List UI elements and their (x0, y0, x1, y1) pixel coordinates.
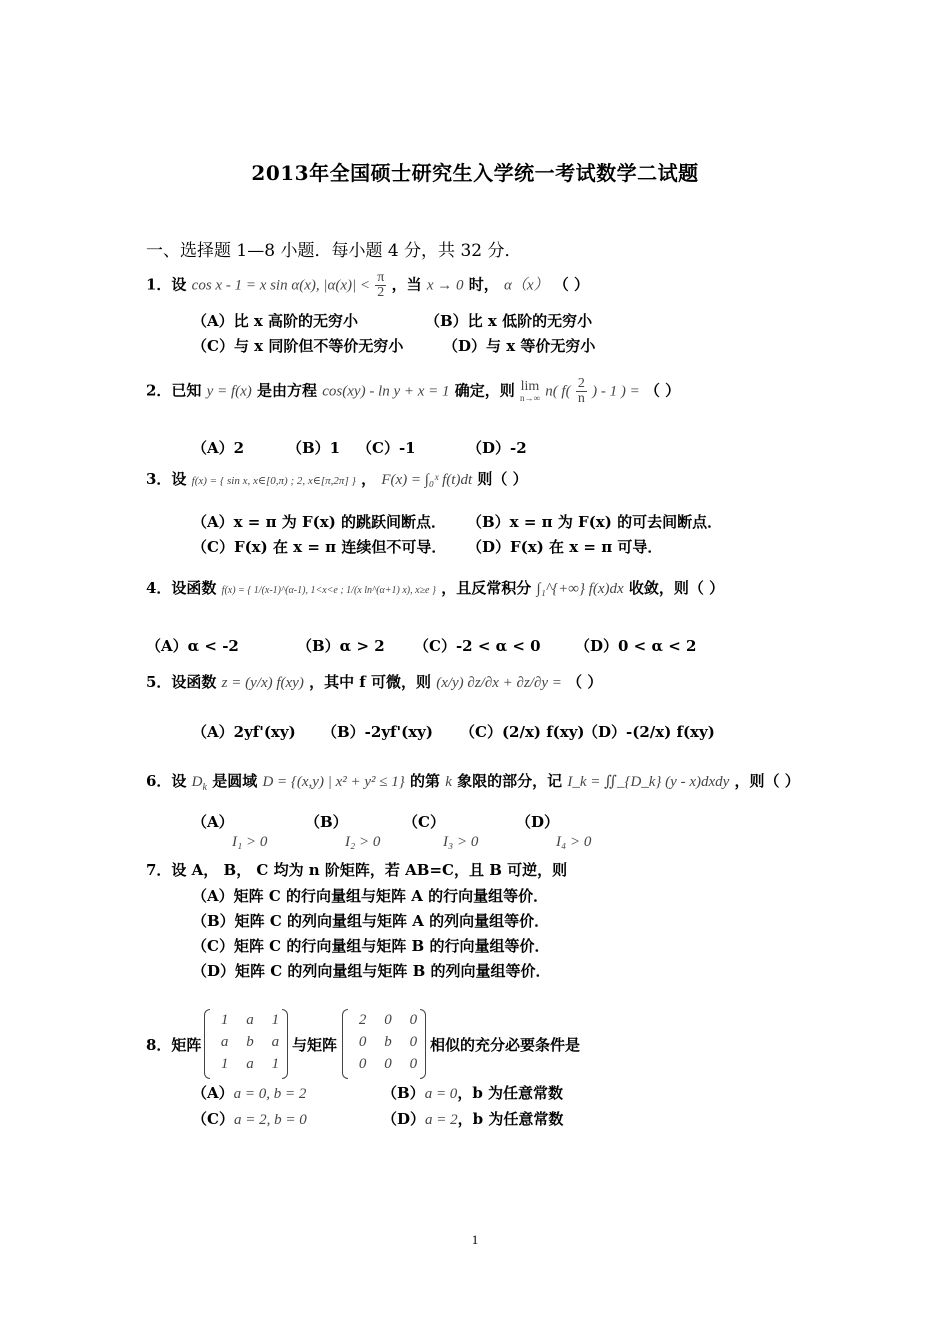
question-1: 1．设 cos x - 1 = x sin α(x), |α(x)| < $\frac{\pi}{2}$ ，当 x → 0 时， α（x） （ ） (146, 270, 589, 300)
q4-option-d: （D）0 < α < 2 (575, 637, 697, 655)
q1-formula: cos x - 1 = x sin α(x), |α(x)| < (191, 277, 371, 294)
q6-option-d: （D） I₄ > 0 (516, 813, 592, 850)
q1-option-c: （C）与 x 同阶但不等价无穷小 (192, 337, 404, 355)
q8-mid: 与矩阵 (292, 1036, 338, 1054)
q7-option-b: （B）矩阵 C 的列向量组与矩阵 A 的列向量组等价． (192, 912, 550, 930)
q6-option-a: （A） I₁ > 0 (192, 813, 268, 850)
q5-option-d: （D）-(2/x) f(xy) (583, 723, 715, 741)
q7-option-c: （C）矩阵 C 的行向量组与矩阵 B 的行向量组等价． (192, 937, 550, 955)
q2-option-c: （C）-1 (357, 439, 416, 457)
q4-option-b: （B）α > 2 (297, 637, 385, 655)
q7-option-d: （D）矩阵 C 的列向量组与矩阵 B 的列向量组等价． (192, 962, 551, 980)
q5-option-c: （C）(2/x) f(xy) (460, 723, 585, 741)
q8-tail: 相似的充分必要条件是 (430, 1036, 581, 1054)
q7-option-a: （A）矩阵 C 的行向量组与矩阵 A 的行向量组等价． (192, 887, 549, 905)
q1-option-a: （A）比 x 高阶的无穷小 (192, 312, 359, 330)
question-7: 7．设 A， B， C 均为 n 阶矩阵，若 AB=C，且 B 可逆，则 (146, 861, 568, 879)
q4-option-a: （A）α < -2 (146, 637, 239, 655)
question-6: 6．设 $D_k$ 是圆域 D = {(x,y) | x² + y² ≤ 1} 的第 k 象限的部分，记 I_k = ∬_{D_k} (y - x)dxdy ，则（ ） (146, 772, 800, 793)
q8-option-b: （B）a = 0，b 为任意常数 (382, 1084, 564, 1102)
q6-option-b: （B） I₂ > 0 (305, 813, 381, 850)
q8-option-d: （D）a = 2，b 为任意常数 (382, 1110, 564, 1128)
q6-option-c: （C） I₃ > 0 (403, 813, 479, 850)
q3-option-a: （A）x = π 为 F(x) 的跳跃间断点． (192, 513, 447, 531)
q2-option-a: （A）2 (192, 439, 245, 457)
q3-option-b: （B）x = π 为 F(x) 的可去间断点． (467, 513, 723, 531)
q1-option-d: （D）与 x 等价无穷小 (443, 337, 596, 355)
page-title: 2013年全国硕士研究生入学统一考试数学二试题 (251, 161, 699, 185)
q3-option-c: （C）F(x) 在 x = π 连续但不可导． (192, 538, 447, 556)
q8-matrix-1: 1 a 1 a b a 1 a 1 (204, 1009, 288, 1077)
q8-option-a: （A）a = 0, b = 2 (192, 1084, 307, 1102)
q2-option-b: （B）1 (287, 439, 341, 457)
q5-option-a: （A）2yf'(xy) (192, 723, 296, 741)
q3-option-d: （D）F(x) 在 x = π 可导． (467, 538, 663, 556)
question-4: 4．设函数 f(x) = { 1/(x-1)^(α-1), 1<x<e ; 1/(x ln^(α+1) x), x≥e } ，且反常积分 ∫₁^{+∞} f(x)dx 收敛，则（ ） (146, 579, 725, 597)
q1-fraction: $\frac{\pi}{2}$ (377, 270, 385, 300)
section-heading: 一、选择题 1—8 小题．每小题 4 分，共 32 分． (146, 241, 522, 261)
q8-option-c: （C）a = 2, b = 0 (192, 1110, 307, 1128)
question-3: 3．设 f(x) = { sin x, x∈[0,π) ; 2, x∈[π,2π] } ， F(x) = ∫₀ˣ f(t)dt 则（ ） (146, 470, 528, 488)
q1-option-b: （B）比 x 低阶的无穷小 (425, 312, 593, 330)
page-number: 1 (471, 1232, 479, 1247)
q4-option-c: （C）-2 < α < 0 (414, 637, 541, 655)
question-2: 2．已知 y = f(x) 是由方程 cos(xy) - ln y + x = 1 确定，则 lim n→∞ n( f( $\frac{2}{n}$ ) - 1 ) = （ ） (146, 376, 681, 406)
q2-option-d: （D）-2 (467, 439, 527, 457)
question-5: 5．设函数 z = (y/x) f(xy) ，其中 f 可微，则 (x/y) ∂z/∂x + ∂z/∂y = （ ） (146, 673, 603, 691)
q8-label: 8．矩阵 (146, 1036, 202, 1054)
q8-matrix-2: 2 0 0 0 b 0 0 0 0 (342, 1009, 426, 1077)
q5-option-b: （B）-2yf'(xy) (322, 723, 433, 741)
